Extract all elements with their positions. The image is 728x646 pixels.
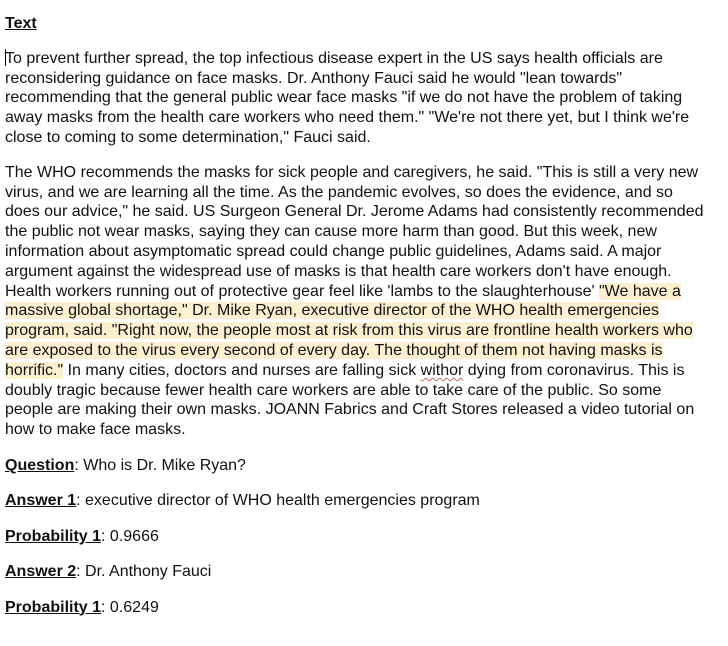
answer-2-row: Answer 2: Dr. Anthony Fauci [5,563,212,581]
paragraph-2-tail-2: dying from coronavirus. This is doubly tragic because fewer health care workers are able to take care of the public. So some people are making their own masks. JOANN Fabrics and Craft Stores released a video tutorial on how to make face masks. [5,361,695,439]
probability-2-row: Probability 1: 0.6249 [5,598,159,616]
answer-2-label: Answer 2 [5,563,77,581]
paragraph-2[interactable] [5,163,705,440]
probability-2-label: Probability 1 [5,598,102,616]
paragraph-1-text: To prevent further spread, the top infectious disease expert in the US says health officials are reconsidering guidance on face masks. Dr. Anthony Fauci said he would "lean towards" recommending that the general public wear face masks "if we do not have the problem of taking away masks from the health care workers who need them." "We're not there yet, but I think we're close to coming to some determination," Fauci said. [5,49,690,146]
paragraph-2-lead: The WHO recommends the masks for sick people and caregivers, he said. "This is still a very new virus, and we are learning all the time. As the pandemic evolves, so does the evidence, and so does our advice," he said. US Surgeon General Dr. Jerome Adams had consistently recommended the public not wear masks, saying they can cause more harm than good. But this week, new information about asymptomatic spread could change public guidelines, Adams said. A major argument against the widespread use of masks is that health care workers don't have enough. Health workers running out of protective gear feel like 'lambs to the slaughterhouse' [5,163,704,300]
probability-1-row: Probability 1: 0.9666 [5,527,159,545]
probability-1-value: 0.9666 [109,527,159,545]
question-label: Question [5,456,75,474]
answer-1-value: executive director of WHO health emergencies program [85,492,480,510]
answer-1-row: Answer 1: executive director of WHO health emergencies program [5,492,480,510]
probability-2-value: 0.6249 [109,598,159,616]
paragraph-2-tail-1: In many cities, doctors and nurses are falling sick [63,361,421,379]
answer-1-label: Answer 1 [5,492,77,510]
question-value: Who is Dr. Mike Ryan? [83,456,246,474]
answer-2-value: Dr. Anthony Fauci [85,563,212,581]
text-heading: Text [5,15,37,32]
spellcheck-word[interactable]: withor [420,361,464,379]
answer-highlight: "We have a massive global shortage," Dr. Mike Ryan, executive director of the WHO health emergencies program, said. "Right now, the people most at risk from this virus are frontline health workers who are exposed to the virus every second of every day. The thought of them not having masks is horrific." [5,282,693,379]
question-row: Question: Who is Dr. Mike Ryan? [5,456,246,474]
text-section-heading [5,14,705,34]
probability-1-label: Probability 1 [5,527,102,545]
paragraph-1[interactable] [5,49,705,148]
